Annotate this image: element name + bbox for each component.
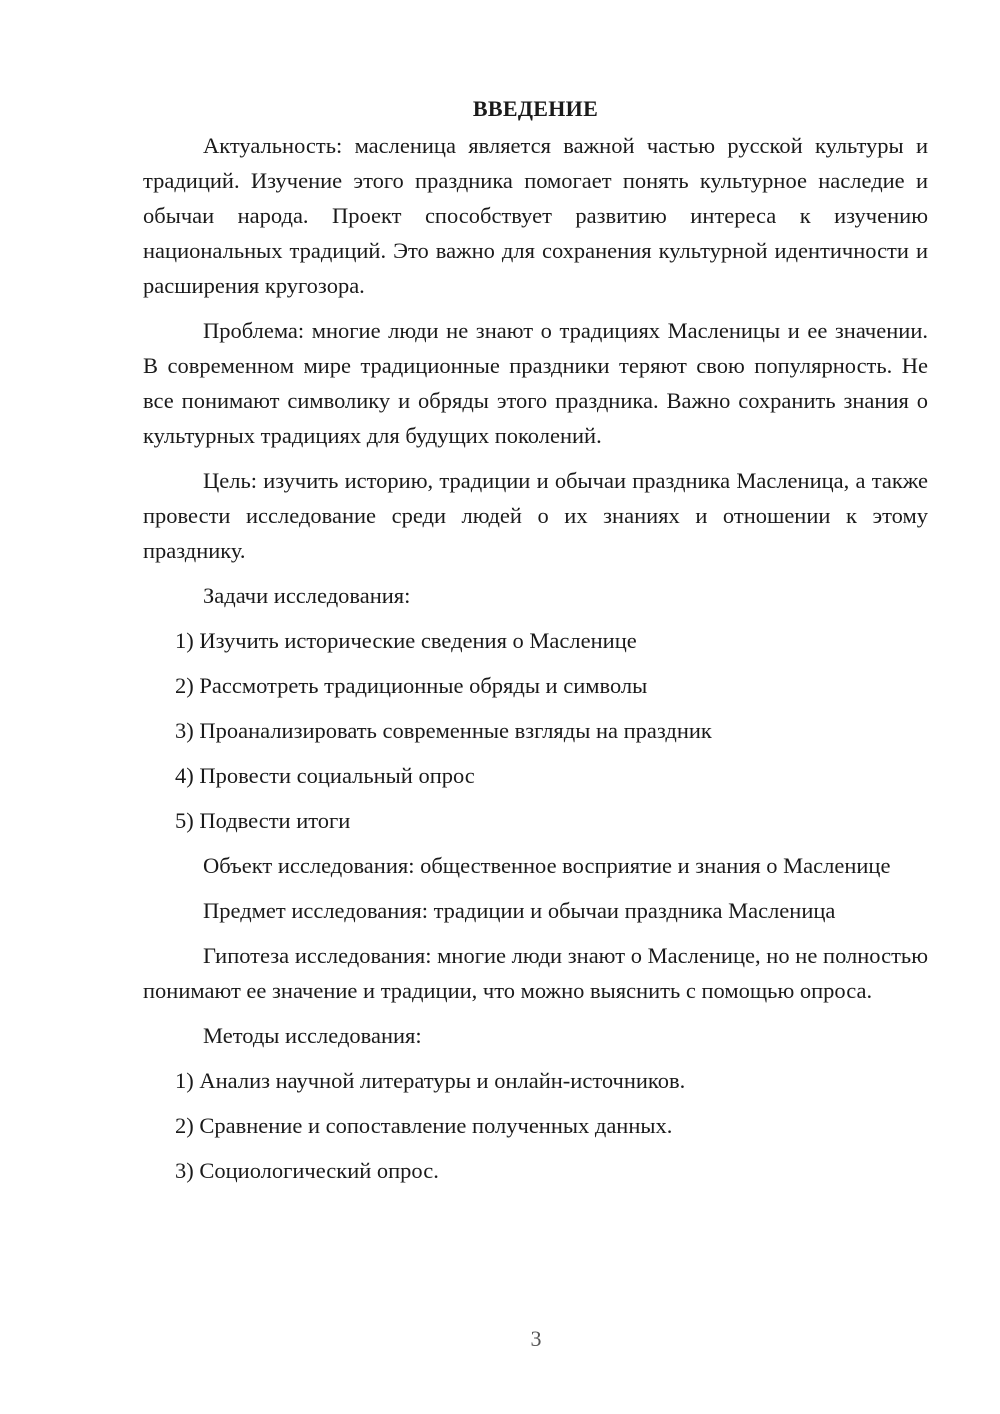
goal-paragraph: Цель: изучить историю, традиции и обычаи праздника Масленица, а также провести исследование среди людей о их знаниях и отношении к этому празднику. [143,468,928,563]
list-item: 1) Анализ научной литературы и онлайн-источников. [175,1068,686,1093]
list-item: 3) Проанализировать современные взгляды на праздник [175,718,712,743]
problem-paragraph: Проблема: многие люди не знают о традициях Масленицы и ее значении. В современном мире традиционные праздники теряют свою популярность. Не все понимают символику и обряды этого праздника. Важно сохранить знания о культурных традициях для будущих поколений. [143,318,928,448]
list-item: 4) Провести социальный опрос [175,763,475,788]
list-item: 3) Социологический опрос. [175,1158,439,1183]
subject-paragraph: Предмет исследования: традиции и обычаи праздника Масленица [203,898,836,923]
list-item: 2) Сравнение и сопоставление полученных данных. [175,1113,673,1138]
page-number: 3 [530,1326,542,1351]
list-item: 5) Подвести итоги [175,808,351,833]
document-page [143,92,928,1198]
section-title: ВВЕДЕНИЕ [472,96,599,121]
hypothesis-paragraph: Гипотеза исследования: многие люди знают о Масленице, но не полностью понимают ее значение и традиции, что можно выяснить с помощью опроса. [143,943,928,1003]
list-item: 2) Рассмотреть традиционные обряды и символы [175,673,648,698]
tasks-list [143,623,928,838]
relevance-paragraph: Актуальность: масленица является важной частью русской культуры и традиций. Изучение этого праздника помогает понять культурное наследие и обычаи народа. Проект способствует развитию интереса к изучению национальных традиций. Это важно для сохранения культурной идентичности и расширения кругозора. [143,133,928,298]
tasks-heading: Задачи исследования: [203,583,411,608]
methods-heading: Методы исследования: [203,1023,422,1048]
object-paragraph: Объект исследования: общественное восприятие и знания о Масленице [203,853,891,878]
list-item: 1) Изучить исторические сведения о Масленице [175,628,637,653]
methods-list [143,1063,928,1188]
